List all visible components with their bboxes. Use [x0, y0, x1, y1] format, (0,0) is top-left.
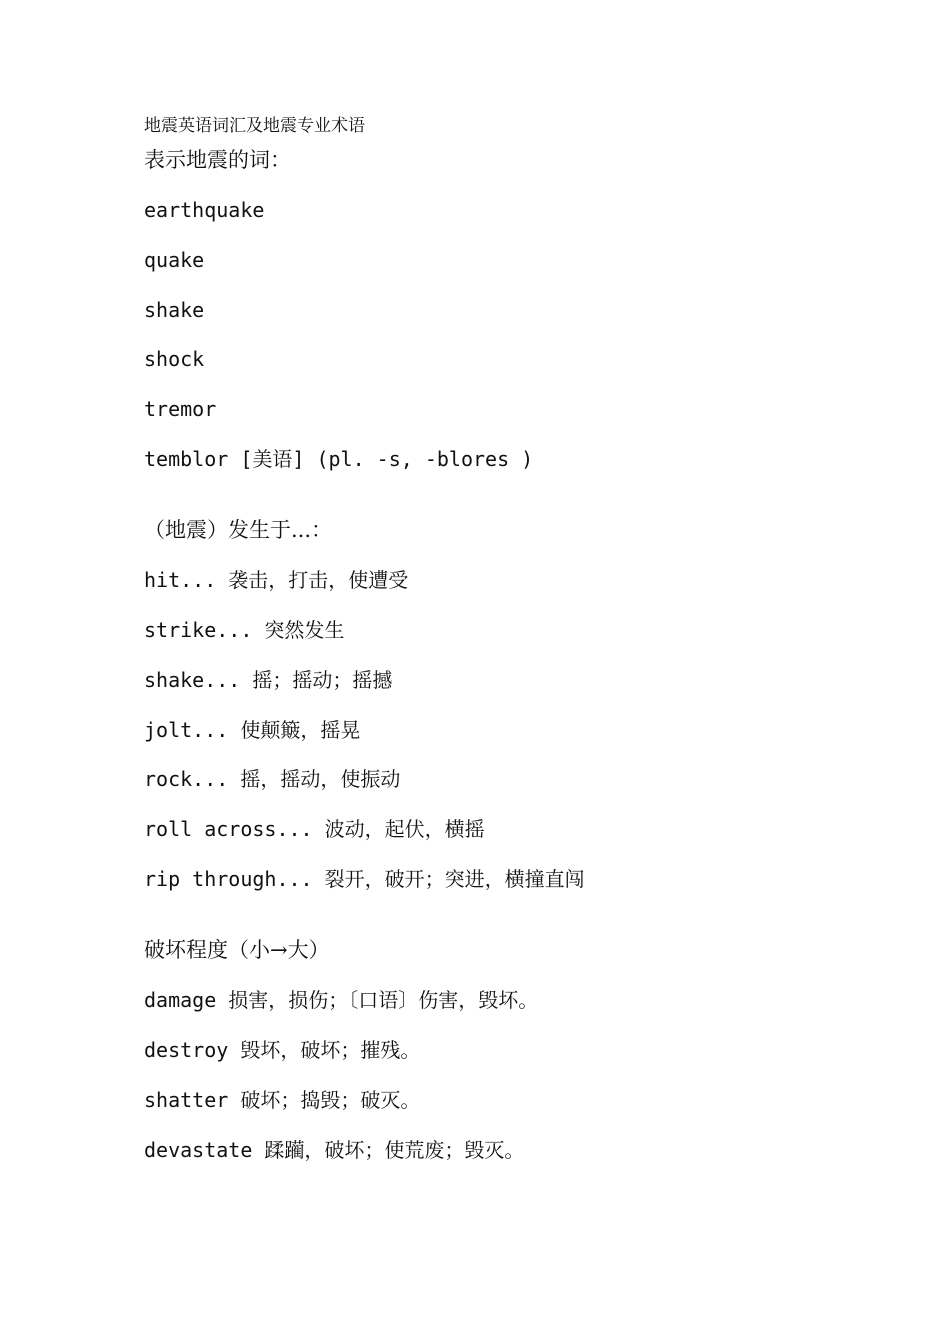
word-item: shake	[144, 298, 205, 322]
vocab-row	[144, 718, 360, 742]
vocab-term: jolt...	[144, 718, 229, 742]
vocab-term: shatter	[144, 1088, 229, 1112]
vocab-row	[144, 767, 400, 791]
word-item: tremor	[144, 397, 217, 421]
document-title: 地震英语词汇及地震专业术语	[144, 116, 365, 136]
vocab-row	[144, 817, 485, 841]
vocab-term: devastate	[144, 1138, 253, 1162]
vocab-row	[144, 867, 585, 891]
vocab-meaning: 摇，摇动，使振动	[240, 767, 401, 791]
vocab-meaning: 损害，损伤；〔口语〕伤害，毁坏。	[228, 988, 539, 1012]
vocab-meaning: 使颠簸，摇晃	[240, 718, 361, 742]
vocab-meaning: 毁坏，破坏；摧残。	[240, 1038, 421, 1062]
vocab-term: shake...	[144, 668, 241, 692]
vocab-meaning: 突然发生	[264, 618, 345, 642]
vocab-row	[144, 1038, 420, 1062]
vocab-term: hit...	[144, 568, 217, 592]
word-item: earthquake	[144, 198, 265, 222]
word-item: temblor [美语] (pl. -s, -blores )	[144, 447, 534, 471]
word-item: quake	[144, 248, 205, 272]
vocab-row	[144, 1088, 420, 1112]
word-item: shock	[144, 347, 205, 371]
section-heading-damage-level: 破坏程度（小→大）	[144, 938, 330, 962]
section-heading-earthquake-words: 表示地震的词：	[144, 148, 291, 172]
vocab-row	[144, 618, 344, 642]
vocab-row	[144, 988, 538, 1012]
vocab-meaning: 摇；摇动；摇撼	[252, 668, 393, 692]
vocab-row	[144, 668, 392, 692]
vocab-term: rip through...	[144, 867, 313, 891]
vocab-row	[144, 568, 408, 592]
vocab-term: strike...	[144, 618, 253, 642]
vocab-term: roll across...	[144, 817, 313, 841]
vocab-row	[144, 1138, 524, 1162]
vocab-meaning: 蹂躏，破坏；使荒废；毁灭。	[264, 1138, 525, 1162]
vocab-term: destroy	[144, 1038, 229, 1062]
vocab-meaning: 裂开，破开；突进，横撞直闯	[324, 867, 585, 891]
vocab-meaning: 破坏；捣毁；破灭。	[240, 1088, 421, 1112]
section-heading-occurs: （地震）发生于...：	[144, 518, 333, 542]
vocab-meaning: 波动，起伏，横摇	[324, 817, 485, 841]
vocab-meaning: 袭击，打击，使遭受	[228, 568, 409, 592]
vocab-term: rock...	[144, 767, 229, 791]
vocab-term: damage	[144, 988, 217, 1012]
